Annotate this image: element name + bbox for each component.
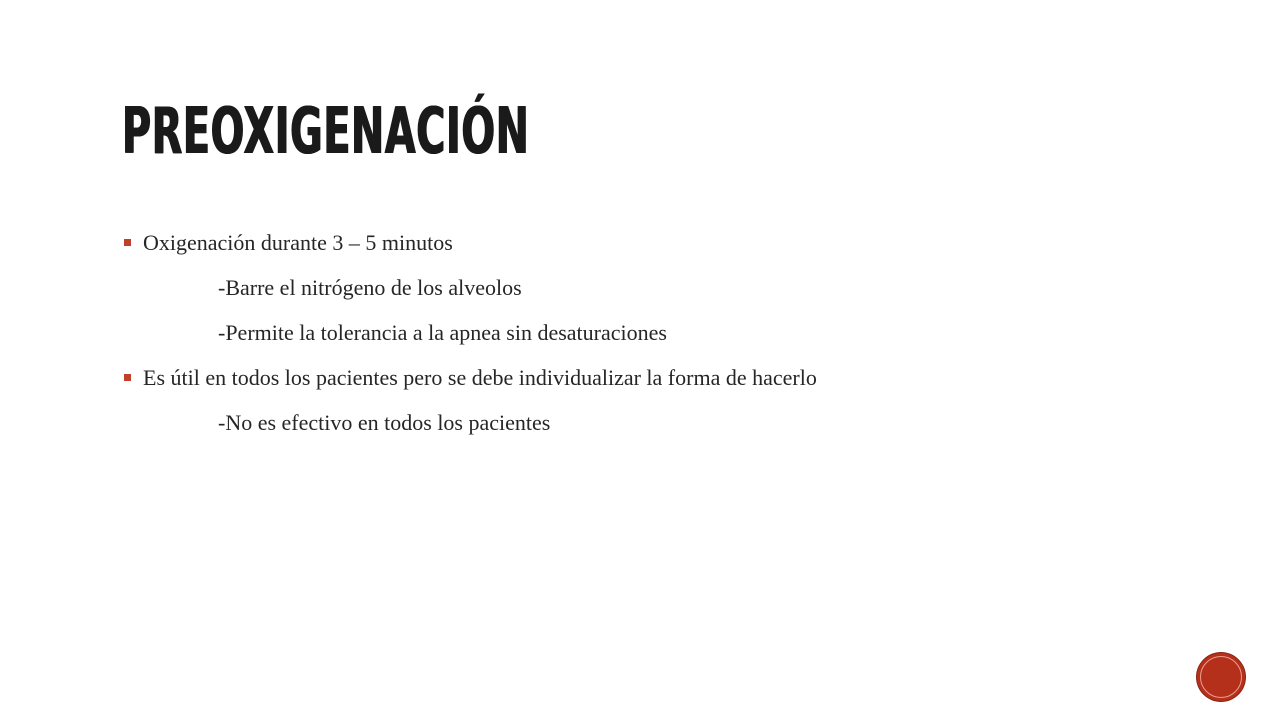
sub-item-text: -Barre el nitrógeno de los alveolos <box>218 275 522 300</box>
sub-item <box>124 316 1174 361</box>
bullet-item <box>124 361 1174 406</box>
bullet-text: Oxigenación durante 3 – 5 minutos <box>143 230 453 255</box>
bullet-item <box>124 226 1174 271</box>
sub-item-text: -Permite la tolerancia a la apnea sin desaturaciones <box>218 320 667 345</box>
slide-content <box>124 226 1174 451</box>
badge-ring <box>1200 656 1242 698</box>
slide-title: PREOXIGENACIÓN <box>122 95 530 169</box>
sub-item-text: -No es efectivo en todos los pacientes <box>218 410 551 435</box>
sub-item <box>124 406 1174 451</box>
bullet-text: Es útil en todos los pacientes pero se debe individualizar la forma de hacerlo <box>143 365 817 390</box>
sub-item <box>124 271 1174 316</box>
square-bullet-icon <box>124 374 131 381</box>
square-bullet-icon <box>124 239 131 246</box>
